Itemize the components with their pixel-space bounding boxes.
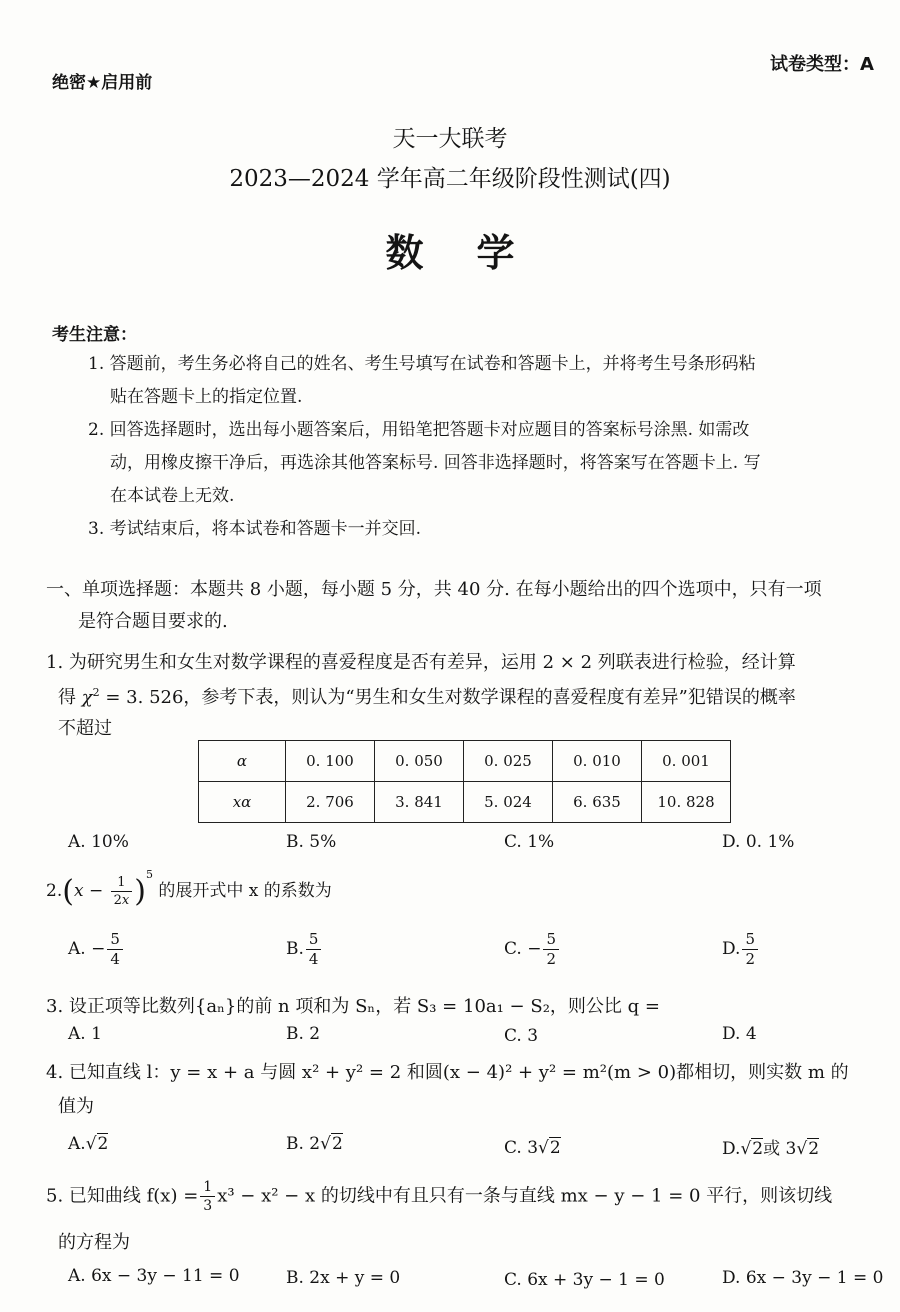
option-a: A. − $\frac{5}{4}$ bbox=[68, 932, 125, 967]
notice-line: 1. 答题前，考生务必将自己的姓名、考生号填写在试卷和答题卡上，并将考生号条形码粘 bbox=[88, 354, 756, 374]
option-c: C. 6x + 3y − 1 = 0 bbox=[504, 1270, 665, 1290]
question-4-line: 值为 bbox=[58, 1096, 94, 1117]
table-cell: 0. 025 bbox=[464, 741, 553, 782]
option-b: B. 2√2 bbox=[286, 1134, 343, 1154]
option-c: C. 3 bbox=[504, 1026, 539, 1046]
secret-label: 绝密★启用前 bbox=[52, 73, 153, 93]
table-cell: 0. 050 bbox=[375, 741, 464, 782]
question-5-line: 5. 已知曲线 f(x) = $\frac{1}{3}$ x³ − x² − x 的切线中有且只有一条与直线 mx − y − 1 = 0 平行，则该切线 bbox=[46, 1179, 833, 1214]
option-c: C. 1% bbox=[504, 832, 555, 852]
table-cell: 0. 100 bbox=[286, 741, 375, 782]
table-cell: 6. 635 bbox=[553, 782, 642, 823]
critical-value-table bbox=[198, 740, 731, 823]
option-b: B. 2 bbox=[286, 1024, 321, 1044]
question-1-line: 1. 为研究男生和女生对数学课程的喜爱程度是否有差异，运用 2 × 2 列联表进行检验，经计算 bbox=[46, 652, 796, 673]
question-2-line: 2.(x − $\frac{1}{2x}$ )$^5$ 的展开式中 x 的系数为 bbox=[46, 868, 332, 909]
notice-line: 3. 考试结束后，将本试卷和答题卡一并交回. bbox=[88, 519, 422, 539]
table-row bbox=[199, 741, 731, 782]
option-d: D. 0. 1% bbox=[722, 832, 795, 852]
table-cell: 3. 841 bbox=[375, 782, 464, 823]
notice-line: 在本试卷上无效. bbox=[110, 486, 235, 506]
question-4-line: 4. 已知直线 l：y = x + a 与圆 x² + y² = 2 和圆(x − 4)² + y² = m²(m > 0)都相切，则实数 m 的 bbox=[46, 1062, 849, 1083]
option-d: D. $\frac{5}{2}$ bbox=[722, 932, 760, 967]
notice-heading: 考生注意： bbox=[52, 325, 137, 345]
exam-title: 2023—2024 学年高二年级阶段性测试(四) bbox=[229, 166, 671, 192]
table-cell: xα bbox=[199, 782, 286, 823]
table-cell: 0. 010 bbox=[553, 741, 642, 782]
option-d: D. 6x − 3y − 1 = 0 bbox=[722, 1268, 884, 1288]
subject-title: 数 学 bbox=[385, 231, 515, 275]
option-c: C. 3√2 bbox=[504, 1138, 561, 1158]
notice-line: 贴在答题卡上的指定位置. bbox=[110, 387, 303, 407]
option-b: B. 5% bbox=[286, 832, 337, 852]
table-cell: α bbox=[199, 741, 286, 782]
option-a: A. 1 bbox=[68, 1024, 102, 1044]
question-1-line: 得 $\chi^2 = 3$. 526，参考下表，则认为“男生和女生对数学课程的喜爱程度有差异”犯错误的概率 bbox=[58, 686, 796, 708]
question-5-line: 的方程为 bbox=[58, 1232, 130, 1253]
table-cell: 0. 001 bbox=[642, 741, 731, 782]
option-a: A.√2 bbox=[68, 1134, 109, 1154]
question-3-line: 3. 设正项等比数列{aₙ}的前 n 项和为 Sₙ，若 S₃ = 10a₁ − S₂，则公比 q = bbox=[46, 996, 660, 1017]
notice-line: 2. 回答选择题时，选出每小题答案后，用铅笔把答题卡对应题目的答案标号涂黑. 如需改 bbox=[88, 420, 750, 440]
option-d: D. 4 bbox=[722, 1024, 757, 1044]
option-d: D.√2或 3√2 bbox=[722, 1139, 820, 1159]
table-cell: 10. 828 bbox=[642, 782, 731, 823]
option-a: A. 6x − 3y − 11 = 0 bbox=[68, 1266, 240, 1286]
option-b: B. $\frac{5}{4}$ bbox=[286, 932, 323, 967]
notice-line: 动，用橡皮擦干净后，再选涂其他答案标号. 回答非选择题时，将答案写在答题卡上. 写 bbox=[110, 453, 761, 473]
question-1-line: 不超过 bbox=[58, 718, 112, 739]
paper-type: 试卷类型：A bbox=[770, 54, 874, 75]
option-c: C. − $\frac{5}{2}$ bbox=[504, 932, 561, 967]
table-cell: 5. 024 bbox=[464, 782, 553, 823]
org-title: 天一大联考 bbox=[392, 126, 508, 152]
option-a: A. 10% bbox=[68, 832, 129, 852]
option-b: B. 2x + y = 0 bbox=[286, 1268, 401, 1288]
section-heading-cont: 是符合题目要求的. bbox=[78, 611, 228, 632]
table-row bbox=[199, 782, 731, 823]
section-heading: 一、单项选择题：本题共 8 小题，每小题 5 分，共 40 分. 在每小题给出的四个选项中，只有一项 bbox=[46, 579, 822, 600]
table-cell: 2. 706 bbox=[286, 782, 375, 823]
